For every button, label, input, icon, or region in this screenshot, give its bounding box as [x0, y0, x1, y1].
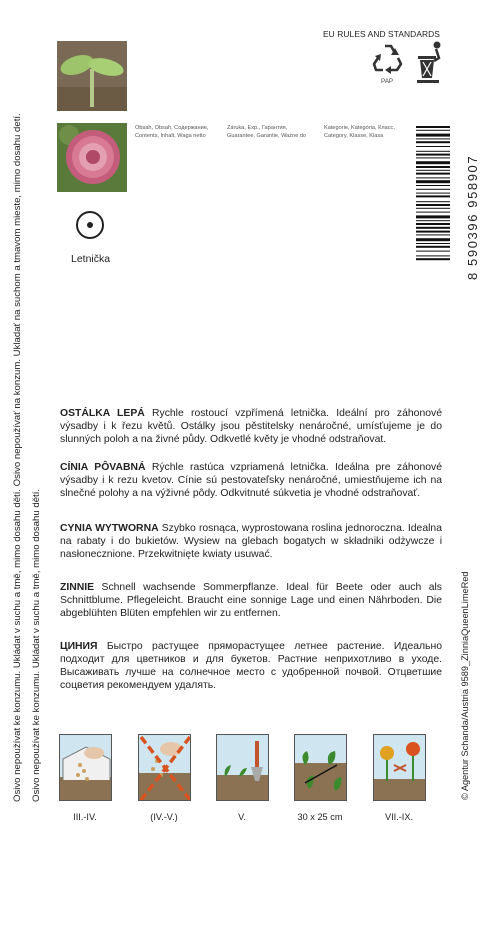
strip-label-3: V. [238, 812, 246, 822]
storage-warning-text: Osivo nepoužívat ke konzumu. Ukládat v suchu a tmě, mimo dosahu dětí. Osivo nepoužívať na konzum. Ukladať na suchom a tmavom mieste, mimo dosahu detí. [12, 113, 23, 802]
contents-label: Obsah, Obsah, Содержание, Contents, Inhalt, Waga netto [135, 125, 209, 140]
zinnia-flower-photo [57, 123, 127, 192]
name-de: ZINNIE [60, 582, 95, 593]
strip-label-5: VII.-IX. [384, 812, 414, 822]
seedling-photo [57, 41, 127, 111]
spacing-pictogram [294, 734, 347, 801]
eu-standards-title: EU RULES AND STANDARDS [323, 29, 440, 39]
direct-sowing-crossed-pictogram [138, 734, 191, 801]
copyright-text: © Agentur Schanda/Austria 9589_ZinniaQueenLimeRed [460, 571, 470, 800]
strip-label-4: 30 x 25 cm [297, 812, 343, 822]
waste-bin-icon [415, 40, 445, 89]
description-cz: OSTÁLKA LEPÁ Rychle rostoucí vzpřímená letnička. Ideální pro záhonové výsadby i k řezu květů. Ostálky jsou pěstitelsky nenáročné, umísťujeme je do slunných poloh a na živné půdy. Odkvetlé květy je vhodné odstraňovat. [60, 408, 442, 446]
strip-label-1: III.-IV. [73, 812, 97, 822]
pap-label: PAP [381, 78, 394, 85]
description-ru: ЦИНИЯ Быстро растущее пряморастущее летнее растение. Идеально подходит для цветников и для букетов. Растние неприхотливо в уходе. Высаживать лучше на солнечное место с удобренной почвой. Отцветшие соцветия рекомендуем удалять. [60, 641, 442, 692]
sowing-indoors-pictogram [59, 734, 112, 801]
planting-out-pictogram [216, 734, 269, 801]
annual-plant-icon [76, 211, 104, 239]
guarantee-label: Záruka, Exp., Гарантия, Guarantee, Garantie, Ważne do [227, 125, 307, 140]
storage-warning-text-cz: Osivo nepoužívat ke konzumu. Ukládat v suchu a tmě, mimo dosahu dětí. [31, 488, 42, 802]
category-label: Kategorie, Kategória, Класс, Category, Klasse, Klasa [324, 125, 395, 140]
name-cz: OSTÁLKA LEPÁ [60, 408, 145, 419]
flowering-pictogram [373, 734, 426, 801]
recycle-icon [371, 41, 405, 80]
name-sk: CÍNIA PÔVABNÁ [60, 462, 146, 473]
description-pl: CYNIA WYTWORNA Szybko rosnąca, wyprostowana roslina jednoroczna. Idealna na rabaty i do bukietów. Wysiew na glebach bogatych w składniki odżywcze i nasłonecznione. Przekwitnięte kwiaty usuwać. [60, 523, 442, 561]
name-pl: CYNIA WYTWORNA [60, 523, 159, 534]
description-sk: CÍNIA PÔVABNÁ Rýchle rastúca vzpriamená letnička. Ideálna pre záhonové výsadby i k rezu kvetov. Cínie sú pestovateľsky nenáročné, umiestňujeme ich na slnečné polohy a na výživné pôdy. Odkvitnuté súkvetia je vhodné odstraňovať. [60, 462, 442, 500]
name-ru: ЦИНИЯ [60, 641, 98, 652]
barcode-number: 8 590396 958907 [465, 154, 480, 280]
annual-label: Letnička [71, 253, 111, 265]
description-de: ZINNIE Schnell wachsende Sommerpflanze. Ideal für Beete oder auch als Schnittblume. Pflegeleicht. Braucht eine sonnige Lage und einen Nährboden. Die abgeblühten Blüten empfehlen wir zu entfernen. [60, 582, 442, 620]
barcode [416, 124, 456, 269]
strip-label-2: (IV.-V.) [150, 812, 178, 822]
